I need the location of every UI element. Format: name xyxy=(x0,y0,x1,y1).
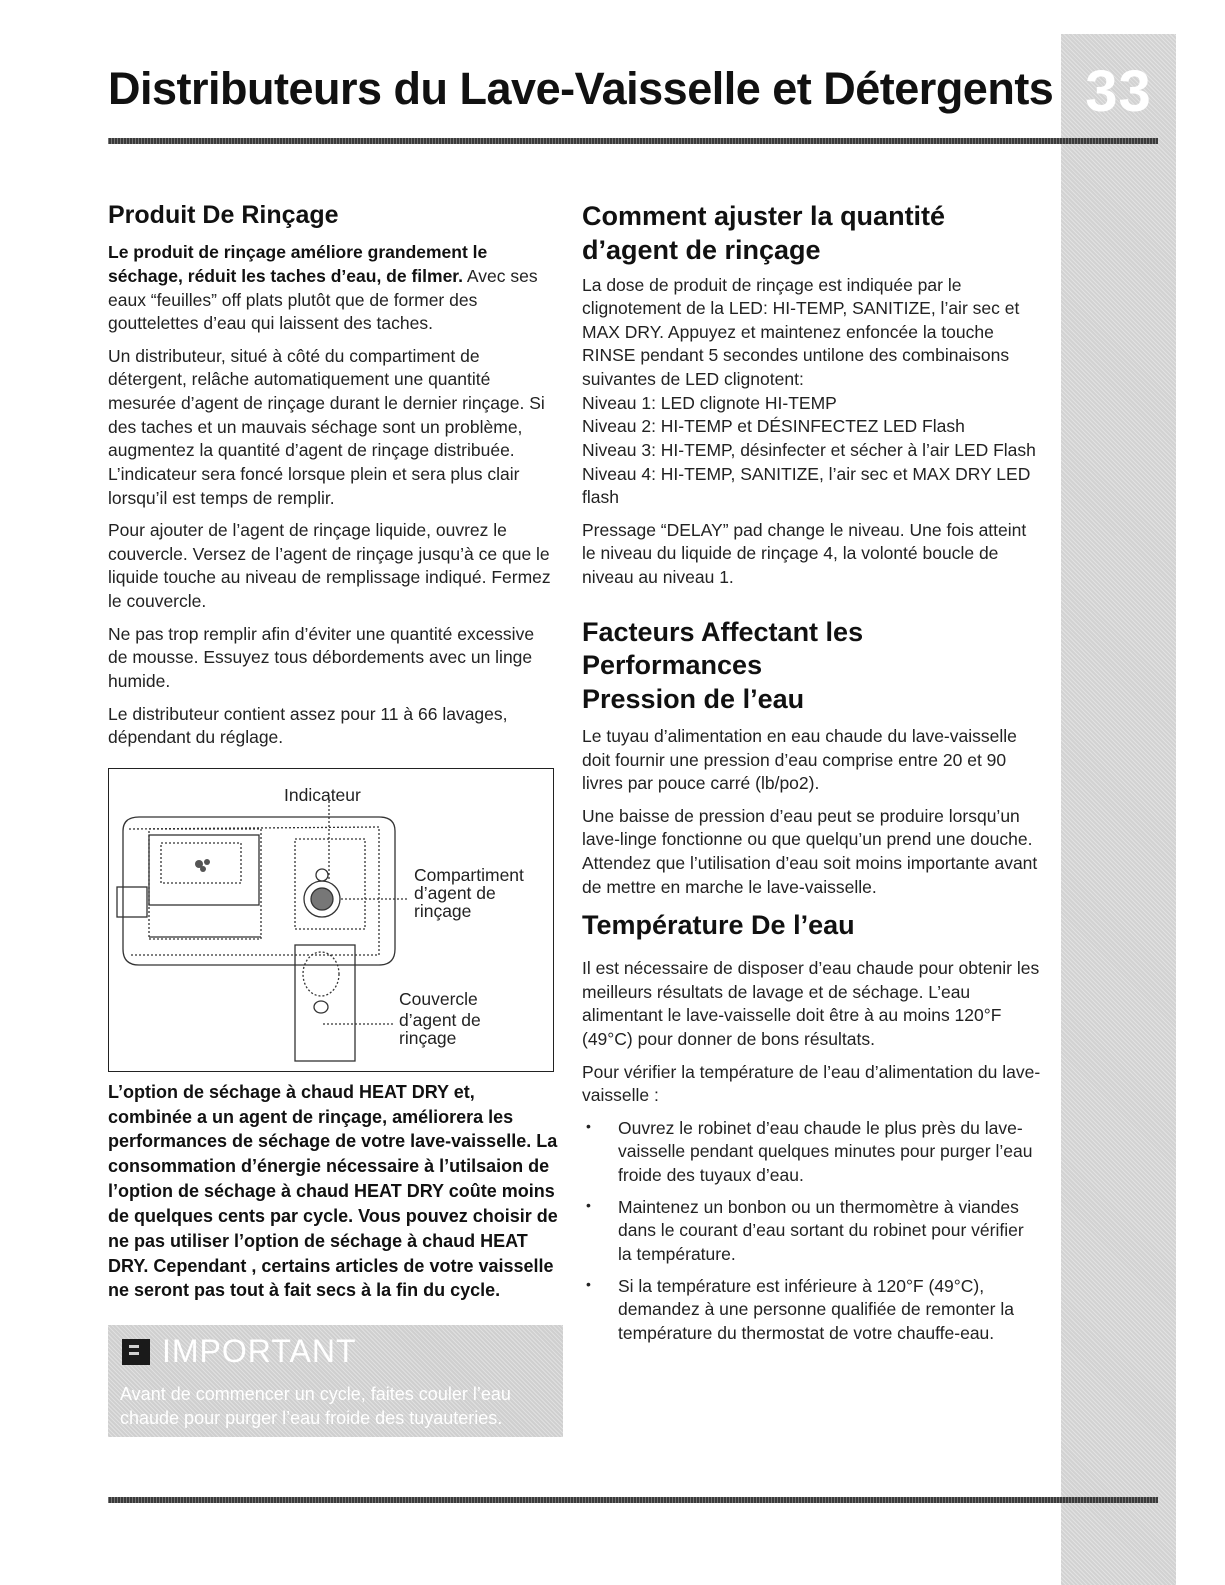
section-heading-water-pressure: Pression de l’eau xyxy=(582,684,805,715)
label-rinse-compartment-line3: rinçage xyxy=(414,900,472,921)
label-rinse-cover-line1: Couvercle xyxy=(399,988,478,1009)
temperature-check-list xyxy=(582,1117,1042,1346)
important-callout xyxy=(108,1325,563,1437)
water-pressure-paragraph-2: Une baisse de pression d’eau peut se produire lorsqu’un lave-linge fonctionne ou que quelqu’un prend une douche. Attendez que l’utilisation d’eau soit moins importante avant de mettre en marche le lave-vaisselle. xyxy=(582,805,1038,897)
page-title: Distributeurs du Lave-Vaisselle et Détergents xyxy=(108,63,1054,114)
rinse-level-4: Niveau 4: HI-TEMP, SANITIZE, l’air sec et MAX DRY LED flash xyxy=(582,463,1031,508)
water-temperature-paragraph-1: Il est nécessaire de disposer d’eau chaude pour obtenir les meilleurs résultats de lavage et de séchage. L’eau alimentant le lave-vaisselle doit être à au moins 120°F (49°C) pour donner de bons résultats. xyxy=(582,958,1040,1049)
label-rinse-cover-line2: d’agent de xyxy=(399,1009,481,1030)
dispenser-diagram xyxy=(108,768,554,1072)
dispenser-illustration xyxy=(109,769,553,1071)
rinse-aid-paragraph-capacity: Le distributeur contient assez pour 11 à 66 lavages, dépendant du réglage. xyxy=(108,703,508,748)
rinse-aid-intro-bold: Le produit de rinçage améliore grandement le séchage, réduit les taches d’eau, de filmer. xyxy=(108,242,488,286)
right-column xyxy=(582,200,1042,1353)
adjust-rinse-paragraph: La dose de produit de rinçage est indiquée par le clignotement de la LED: HI-TEMP, SANITIZE, l’air sec et MAX DRY. Appuyez et maintenez enfoncée la touche RINSE pendant 5 secondes untilone des combinaisons suivantes de LED clignotent: xyxy=(582,274,1020,389)
left-column xyxy=(108,200,558,1437)
rinse-aid-paragraph-dispenser: Un distributeur, situé à côté du compartiment de détergent, relâche automatiquement une quantité mesurée d’agent de rinçage durant le dernier rinçage. Si des taches et un mauvais séchage sont un problème, augmentez la quantité d’agent de rinçage distribuée. L’indicateur sera foncé lorsque plein et sera plus clair lorsqu’il est temps de remplir. xyxy=(108,345,545,508)
rinse-level-2: Niveau 2: HI-TEMP et DÉSINFECTEZ LED Flash xyxy=(582,416,965,437)
rinse-level-1: Niveau 1: LED clignote HI-TEMP xyxy=(582,392,837,413)
section-heading-water-temperature: Température De l’eau xyxy=(582,910,855,941)
heat-dry-note: L’option de séchage à chaud HEAT DRY et, combinée a un agent de rinçage, améliorera les performances de séchage de votre lave-vaisselle. La consommation d’énergie nécessaire à l’utilsaion de l’option de séchage à chaud HEAT DRY coûte moins de quelques cents par cycle. Vous pouvez choisir de ne pas utiliser l’option de séchage à chaud HEAT DRY. Cependant , certains articles de votre vaisselle ne seront pas tout à fait secs à la fin du cycle. xyxy=(108,1081,558,1301)
important-title: IMPORTANT xyxy=(162,1333,357,1370)
important-icon xyxy=(122,1339,150,1365)
list-item: • Ouvrez le robinet d’eau chaude le plus près du lave-vaisselle pendant quelques minutes pour purger l’eau froide des tuyaux d’eau. xyxy=(582,1117,1042,1188)
label-rinse-compartment-line1: Compartiment xyxy=(414,864,524,885)
label-rinse-cover-line3: rinçage xyxy=(399,1027,457,1048)
section-heading-rinse-aid: Produit De Rinçage xyxy=(108,201,339,229)
header-rule xyxy=(108,138,1158,144)
label-indicator: Indicateur xyxy=(284,784,361,805)
rinse-aid-cover xyxy=(295,945,355,1061)
footer-rule xyxy=(108,1497,1158,1503)
latch xyxy=(117,887,147,917)
delay-pad-paragraph: Pressage “DELAY” pad change le niveau. Une fois atteint le niveau du liquide de rinçage 4, la volonté boucle de niveau au niveau 1. xyxy=(582,519,1027,587)
rinse-aid-paragraph-overfill: Ne pas trop remplir afin d’éviter une quantité excessive de mousse. Essuyez tous débordements avec un linge humide. xyxy=(108,623,535,691)
section-heading-adjust-rinse: Comment ajuster la quantité d’agent de rinçage xyxy=(582,201,946,265)
list-item: • Si la température est inférieure à 120°F (49°C), demandez à une personne qualifiée de remonter la température du thermostat de votre chauffe-eau. xyxy=(582,1275,1042,1346)
rinse-aid-paragraph-fill: Pour ajouter de l’agent de rinçage liquide, ouvrez le couvercle. Versez de l’agent de rinçage jusqu’à ce que le liquide touche au niveau de remplissage indiqué. Fermez le couvercle. xyxy=(108,520,551,611)
rinse-level-3: Niveau 3: HI-TEMP, désinfecter et sécher à l’air LED Flash xyxy=(582,439,1036,460)
section-heading-performance-factors: Facteurs Affectant les Performances xyxy=(582,616,864,681)
page-number-tab xyxy=(1061,34,1176,1585)
rinse-aid-intro-rest: Avec ses eaux “feuilles” off plats plutôt que de former des gouttelettes d’eau qui laissent des taches. xyxy=(108,265,538,334)
water-temperature-paragraph-2: Pour vérifier la température de l’eau d’alimentation du lave-vaisselle : xyxy=(582,1061,1041,1106)
page-number: 33 xyxy=(1085,59,1152,124)
label-rinse-compartment-line2: d’agent de xyxy=(414,882,496,903)
water-pressure-paragraph-1: Le tuyau d’alimentation en eau chaude du lave-vaisselle doit fournir une pression d’eau comprise entre 20 et 90 livres par pouce carré (lb/po2). xyxy=(582,725,1017,794)
rinse-aid-intro xyxy=(108,241,558,336)
list-item: • Maintenez un bonbon ou un thermomètre à viandes dans le courant d’eau sortant du robinet pour vérifier la température. xyxy=(582,1196,1042,1267)
important-text: Avant de commencer un cycle, faites couler l’eau chaude pour purger l’eau froide des tuyauteries. xyxy=(120,1384,511,1429)
